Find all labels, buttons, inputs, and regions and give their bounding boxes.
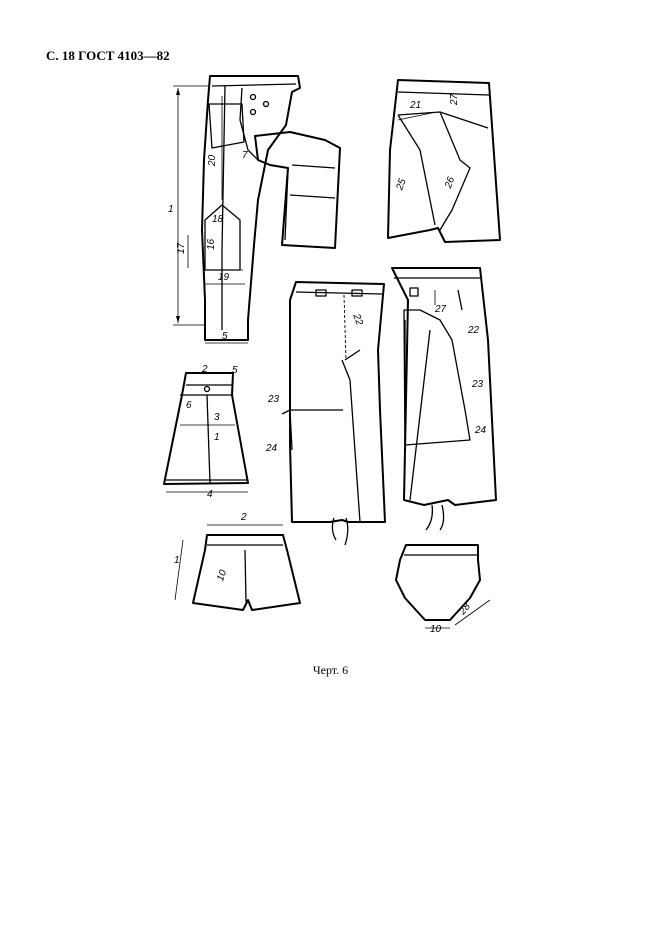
dim-label-2: 2 bbox=[202, 364, 208, 375]
dim-label-3: 3 bbox=[214, 412, 220, 423]
dim-label-21: 21 bbox=[410, 100, 422, 111]
dim-label-25: 25 bbox=[394, 177, 409, 192]
figure-trousers-front bbox=[168, 76, 340, 343]
figure-trousers-back bbox=[265, 282, 385, 545]
dim-label-20: 20 bbox=[207, 154, 218, 166]
dim-label-17: 17 bbox=[176, 242, 187, 254]
dim-label-24-side: 24 bbox=[475, 425, 487, 436]
dim-label-4: 4 bbox=[207, 489, 213, 500]
dim-label-27: 27 bbox=[449, 93, 460, 105]
dim-label-23-side: 23 bbox=[472, 379, 484, 390]
dim-label-22-side: 22 bbox=[468, 325, 480, 336]
figure-trousers-side bbox=[392, 268, 496, 530]
dim-label-7: 7 bbox=[242, 150, 248, 161]
dim-label-5-skirt: 5 bbox=[232, 365, 238, 376]
dim-label-23-back: 23 bbox=[268, 394, 280, 405]
dim-label-1: 1 bbox=[168, 204, 174, 215]
dim-label-10-boxer: 10 bbox=[215, 568, 230, 583]
dim-label-5: 5 bbox=[222, 331, 228, 342]
dim-label-19: 19 bbox=[218, 272, 230, 283]
dim-label-10-briefs: 10 bbox=[430, 624, 442, 635]
dim-label-2-boxer: 2 bbox=[241, 512, 247, 523]
dim-label-6: 6 bbox=[186, 400, 192, 411]
figure-caption: Черт. 6 bbox=[312, 663, 349, 677]
dim-label-26: 26 bbox=[443, 175, 458, 190]
dim-label-18: 18 bbox=[212, 214, 224, 225]
dim-label-28: 28 bbox=[457, 601, 473, 617]
figure-briefs bbox=[396, 545, 490, 635]
figure-shorts bbox=[388, 80, 500, 242]
dim-label-1-skirt: 1 bbox=[214, 432, 220, 443]
dim-label-16: 16 bbox=[206, 238, 217, 250]
page-header: С. 18 ГОСТ 4103—82 bbox=[46, 48, 170, 63]
dim-label-1-boxer: 1 bbox=[174, 555, 180, 566]
figure-boxer-shorts bbox=[174, 512, 300, 610]
figure-skirt bbox=[164, 364, 248, 500]
dim-label-27-side: 27 bbox=[435, 304, 447, 315]
dim-label-22-back: 22 bbox=[350, 312, 365, 327]
dim-label-24-back: 24 bbox=[266, 443, 278, 454]
